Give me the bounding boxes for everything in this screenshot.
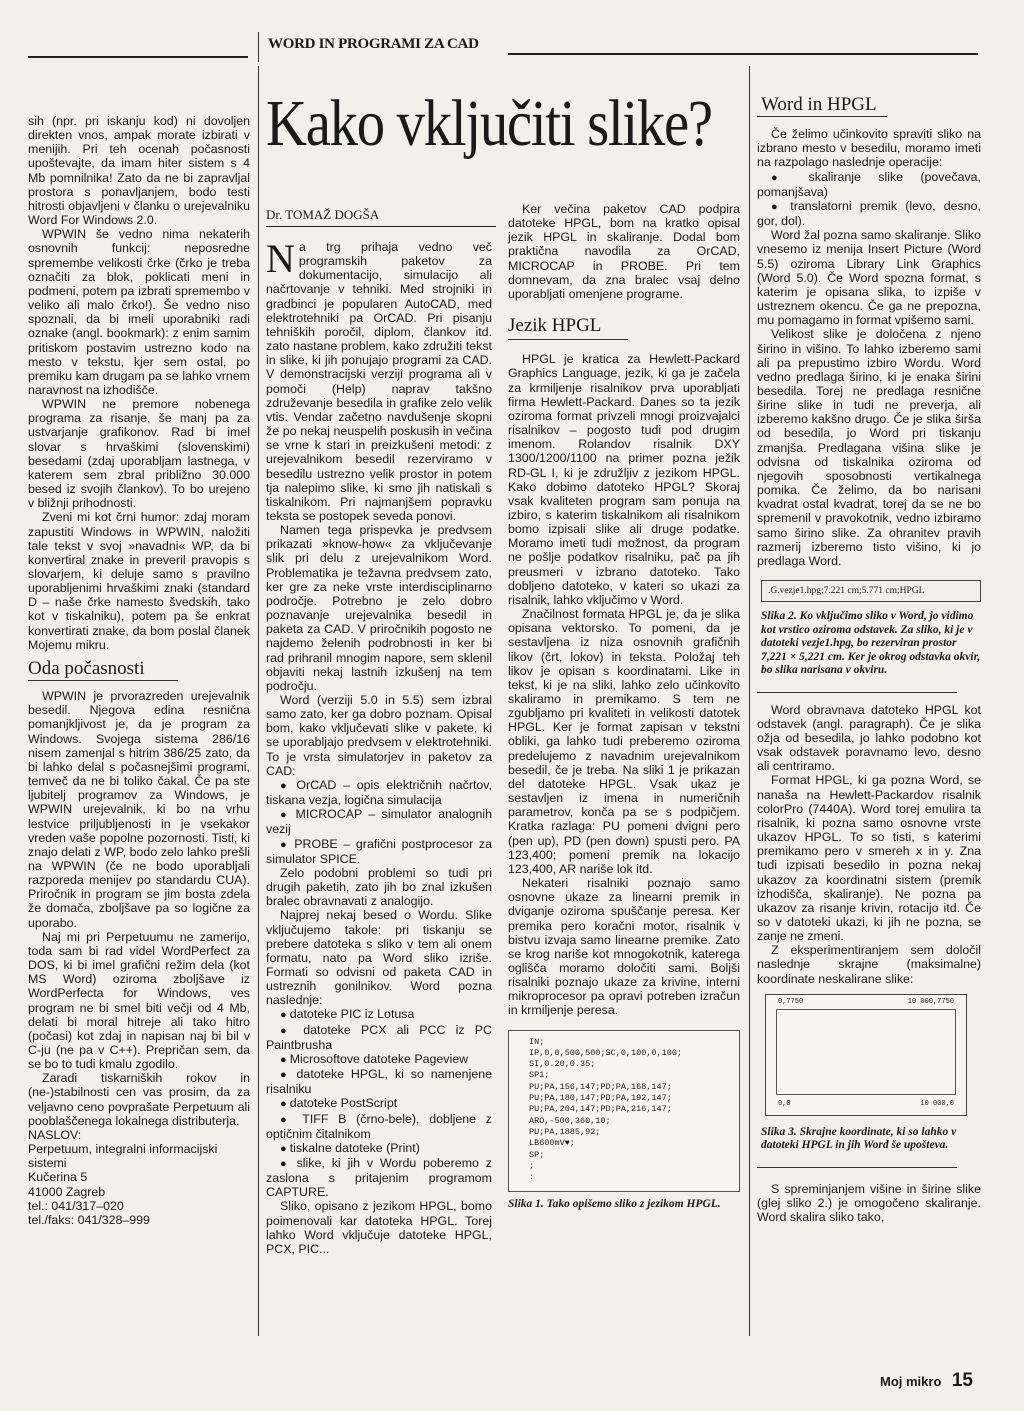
bullet-icon: ●: [280, 1009, 290, 1022]
figure-1-caption: Slika 1. Tako opišemo sliko z jezikom HPGL.: [508, 1197, 721, 1210]
header-divider: [258, 32, 259, 62]
column-divider-3: [749, 66, 750, 1336]
coord-bottom-left: 0,0: [778, 1100, 791, 1109]
bullet-icon: ●: [280, 1113, 303, 1126]
bullet-icon: ●: [280, 1053, 290, 1066]
article-title: Kako vključiti slike?: [266, 87, 712, 160]
address-line: tel./faks: 041/328–999: [28, 1212, 150, 1227]
bullet-icon: ●: [280, 1069, 297, 1082]
column-divider-1: [258, 66, 259, 1336]
paragraph: Nekateri risalniki poznajo samo osnovne ukaze za linearni premik in dviganje oziroma spuščanje peresa. Ker premika pero koračni motor, risalnik v bistvu izvaja samo linearne premike. Zato se krog nariše kot mnogokotnik, katerega oglišča moramo določiti sami. Boljši risalniki poznajo ukaze za krivine, interni mikroprocesor pa opravi potreben izračun in krmiljenje peresa.: [508, 876, 740, 1018]
bullet-icon: ●: [280, 1098, 290, 1111]
subheading-rule: [757, 116, 887, 117]
coord-top-right: 10 000,7750: [907, 997, 954, 1006]
paragraph: Namen tega prispevka je predvsem prikazati »know-how« za vključevanje slik pri delu z urejevalnikom Word. Problematika je težavna predvsem zato, ker gre za neke vrste interdisciplinarno področje. Potrebno je zelo dobro poznavanje urejevalnika besedil in paketa za CAD. V priročnikih pogosto ne najdemo želenih podrobnosti in ker bi rad prihranil mnogim napore, sem sklenil objaviti nekaj lastnih izkušenj na tem področju.: [266, 523, 492, 693]
address-line: 41000 Zagreb: [28, 1184, 106, 1199]
subheading: Jezik HPGL: [508, 315, 602, 337]
bullet-item: ● slike, ki jih v Wordu poberemo z zaslona s pritajenim programom CAPTURE.: [266, 1156, 493, 1200]
page-footer: [880, 1370, 973, 1392]
bullet-item: ● datoteke PostScript: [280, 1096, 398, 1111]
bullet-item: ● OrCAD – opis električnih načrtov, tiskana vezja, logična simulacija: [266, 777, 492, 808]
paragraph: Najprej nekaj besed o Wordu. Slike vključujemo takole: pri tiskanju se prebere datoteka s sliko v tem ali onem formatu, nato pa Word sliko izriše. Formati so odvisni od paketa CAD in ustreznih gonilnikov. Word pozna naslednje:: [266, 908, 492, 1008]
paragraph: Word (verziji 5.0 in 5.5) sem izbral samo zato, ker ga dobro poznam. Opisal bom, kako vključevati slike v pakete, ki se uporabljajo predvsem v elektrotehniki. To je vrsta simulatorjev in paketov za CAD:: [266, 693, 492, 778]
author-rule: [266, 226, 496, 227]
address-line: NASLOV:: [28, 1127, 82, 1142]
bullet-icon: ●: [280, 1142, 290, 1155]
bullet-item: ● datoteke PCX ali PCC iz PC Paintbrusha: [266, 1022, 492, 1052]
coord-top-left: 0,7750: [778, 997, 804, 1006]
figure-2-caption: Slika 2. Ko vključimo sliko v Word, jo vidimo kot vrstico oziroma odstavek. Za sliko, ki je v datoteki vezje1.hpg, bo rezerviran prostor 7,221 × 5,221 cm. Ker je okrog odstavka okvir, bo slika narisana v okviru.: [761, 610, 981, 677]
paragraph: S spreminjanjem višine in širine slike (glej sliko 2.) je omogočeno skaliranje. Word skalira sliko tako,: [757, 1181, 981, 1225]
column-4: [757, 94, 982, 1225]
bullet-icon: ●: [771, 200, 791, 213]
bullet-item: ● datoteke PIC iz Lotusa: [280, 1007, 415, 1022]
address-block: [28, 1128, 250, 1227]
page-number: 15: [951, 1370, 973, 1391]
bullet-icon: ●: [280, 809, 296, 822]
figure-1-code: IN; IP,0,0,500,500;SC,0,100,0,100; SI,0.20,0.35; SP1; PU;PA,156,147;PD;PA,168,147; PU;PA,180,147;PD;PA,192,147; PU;PA,204,147;PD;PA,216,147; ARO,-500,360,10; PU;PA,1885,92; LB600mV♥; SP; ; :: [508, 1030, 740, 1192]
figure-3-inner-rect: [776, 1009, 956, 1095]
section-header: WORD IN PROGRAMI ZA CAD: [268, 36, 479, 52]
column-1: [28, 114, 250, 1227]
paragraph: Če želimo učinkovito spraviti sliko na izbrano mesto v besedilu, moramo imeti na razpolago naslednje operacije:: [757, 127, 981, 170]
paragraph: Zveni mi kot črni humor: zdaj moram zapustiti Windows in WPWIN, naložiti tale tekst v svoj »navadni« WP, da bi konvertiral znake in preveril pravopis s slovarjem, ki deluje samo s pravilno uporabljenimi hrvaškimi znaki (standard D – naše črke namesto švedskih, tako kot v tiskalniku), potem pa še enkrat konvertirati znake, da bom poslal članek Mojemu mikru.: [28, 510, 250, 652]
paragraph: Z eksperimentiranjem sem določil naslednje skrajne (maksimalne) koordinate neskalirane slike:: [757, 943, 981, 986]
figure-rule: [757, 692, 957, 693]
header-rule-left: [28, 56, 248, 58]
author: Dr. TOMAŽ DOGŠA: [266, 207, 380, 222]
column-2: [266, 236, 493, 1256]
address-line: Kučerina 5: [28, 1170, 88, 1185]
figure-3-box: [765, 994, 967, 1116]
bullet-item: ● MICROCAP – simulator analognih vezij: [266, 807, 493, 837]
coord-bottom-right: 10 000,0: [920, 1100, 954, 1109]
bullet-icon: ●: [280, 1024, 304, 1037]
bullet-item: ● PROBE – grafični postprocesor za simulator SPICE.: [266, 836, 492, 866]
paragraph: Format HPGL, ki ga pozna Word, se nanaša na Hewlett-Packardov risalnik colorPro (7440A). Word torej emulira ta risalnik, ki pozna samo osnovne vrste ukazov HPGL. To so tisti, s katerimi premikamo pero v smereh x in y. Zna tudi izpisati besedilo in pozna nekaj ukazov za koordinatni sistem (premik izhodišča, skaliranje). Ne pozna pa ukazov za risanje krivin, rotacijo itd. Če so v datoteki ukazi, ki jih ne pozna, se zanje ne zmeni.: [757, 773, 981, 944]
paragraph: Značilnost formata HPGL je, da je slika opisana vektorsko. To pomeni, da je sestavljena iz niza osnovnih grafičnih likov (črt, lokov) in teksta. Položaj teh likov je opisan s koordinatami. Like in tekst, ki je na sliki, lahko zelo učinkovito skaliramo in premikamo. S tem ne zgubljamo pri kvaliteti in velikosti datotek HPGL. Ker je format zapisan v tekstni obliki, ga lahko tudi preberemo oziroma predelujemo z navadnim urejevalnikom besedil, če je treba. Na sliki 1 je prikazan del datoteke HPGL. Vsak ukaz je sestavljen iz imena in numeričnih parametrov, konča pa se s podpičjem. Kratka razlaga: PU pomeni dvigni pero (pen up), PD (pen down) spusti pero. PA 123,400; pomeni premik na lokacijo 123,400, AR nariše lok itd.: [508, 607, 740, 876]
bullet-item: ● TIFF B (črno-bele), dobljene z optičnim čitalnikom: [266, 1111, 492, 1141]
paragraph: sih (npr. pri iskanju kod) ni dovoljen direkten vnos, ampak morate izbirati v menijih. Pri teh ocenah počasnosti upoštevajte, da imam hiter sistem s 4 Mb pomnilnika! Zato da ne bi zapravljal prostora s ponavljanjem, bodo testi hitrosti objavljeni v članku o urejevalniku Word For Windows 2.0.: [28, 114, 250, 228]
drop-cap: N: [266, 236, 295, 281]
subheading-rule: [28, 680, 178, 681]
lead-paragraph: Na trg prihaja vedno več programskih paketov za dokumentacijo, simulacijo ali načrtovanje v tehniki. Med strojniki in gradbinci je popularen AutoCAD, med elektrotehniki pa OrCAD. Pri pisanju tehniških poročil, diplom, člankov itd. zato nastane problem, kako združiti tekst in slike, ki jih ponujajo programi za CAD. V demonstracijski verziji programa ali v pomoči (Help) naprav takšno združevanje besedila in grafike zelo velik vtis. Vendar začetno navdušenje skopni že po nekaj neuspelih poskusih in večina se vrne k stari in preizkušeni metodi: z urejevalnikom besedil rezerviramo v besedilu ustrezno velik prostor in potem tja nalepimo slike, ki smo jih natiskali s tiskalnikom. Pri najmanjšem popravku teksta se postopek seveda ponovi.: [266, 236, 492, 523]
bullet-icon: ●: [771, 171, 809, 184]
header-rule-right: [508, 53, 978, 55]
bullet-item: ● translatorni premik (levo, desno, gor, dol).: [757, 198, 981, 229]
bullet-icon: ●: [280, 838, 295, 851]
paragraph: Velikost slike je določena z njeno širino in višino. To lahko izberemo sami ali pa prepustimo izbiro Wordu. Word vedno predlaga širino, ki je enaka širini besedila. Torej ne predlaga resnične širine slike in tudi ne preverja, ali izberemo kakšno drugo. Če je slika širša od besedila, jo Word pri tiskanju zmanjša. Predlagana višina slike je odvisna od tiskalnika oziroma od njegovih sposobnosti vertikalnega pomika. Če želimo, da bo narisani kvadrat ostal kvadrat, torej da se ne bo spremenil v pravokotnik, vedno izbiramo samo širino slike. Za ohranitev pravih razmerij izberemo tisto višino, ki jo predlaga Word.: [757, 327, 981, 568]
paragraph: Word žal pozna samo skaliranje. Sliko vnesemo iz menija Insert Picture (Word 5.5) oziroma Library Link Graphics (Word 5.0). Če Word spozna format, s katerim je opisana slika, to izpiše v ustreznem okencu. Če ga ne prepozna, mu pomagamo in format vpišemo sami.: [757, 228, 981, 328]
subheading: Word in HPGL: [761, 94, 877, 115]
paragraph: WPWIN ne premore nobenega programa za risanje, še manj pa za ustvarjanje grafikonov. Rad bi imel slovar s hrvaškimi (slovenskimi) besedami (zdaj uporabljam lastnega, v katerem sem zbral približno 30.000 besed iz svojih člankov). To bo urejeno v bližnji prihodnosti.: [28, 397, 250, 511]
paragraph: Zelo podobni problemi so tudi pri drugih paketih, zato jih bo znal izkušen bralec obravnavati z analogijo.: [266, 865, 492, 909]
bullet-item: ● skaliranje slike (povečava, pomanjšava): [757, 169, 982, 199]
figure-2-box: .G.vezje1.hpg;7.221 cm;5.771 cm;HPGL: [761, 580, 981, 602]
column-3: [508, 202, 740, 1211]
bullet-item: ● Microsoftove datoteke Pageview: [280, 1051, 469, 1066]
figure-rule: [757, 1167, 957, 1168]
subheading: Oda počasnosti: [28, 657, 145, 679]
address-line: tel.: 041/317–020: [28, 1198, 124, 1213]
paragraph: Sliko, opisano z jezikom HPGL, bomo poimenovali kar datoteka HPGL. Torej lahko Word vključuje datoteke HPGL, PCX, PIC...: [266, 1199, 492, 1256]
paragraph: WPWIN še vedno nima nekaterih osnovnih funkcij: neposredne spremembe velikosti črke (črko je treba označiti za blok, poklicati meni in podmeni, potem pa izbrati spremembo v veliko ali malo črko!). Še vedno niso spoznali, da bi imeli uporabniki radi oznake (angl. bookmark): z enim samim pritiskom postavim ustrezno kodo na mesto v tekstu, kjer sem ostal, po premiku kam drugam pa se lahko vrnem naravnost na izhodišče.: [28, 227, 250, 397]
magazine-name: Moj mikro: [880, 1374, 942, 1389]
bullet-item: ● tiskalne datoteke (Print): [280, 1140, 420, 1155]
address-line: Perpetuum, integralni informacijski sistemi: [28, 1142, 218, 1171]
bullet-icon: ●: [280, 1158, 297, 1170]
paragraph: Ker večina paketov CAD podpira datoteke HPGL, bom na kratko opisal jezik HPGL in skaliranje. Dodal bom praktična navodila za OrCAD, MICROCAP in PROBE. Pri tem domnevam, da zna bralec vsaj delno uporabljati omenjene programe.: [508, 202, 740, 301]
subheading-rule: [508, 339, 628, 340]
figure-3-caption: Slika 3. Skrajne koordinate, ki so lahko v datoteki HPGL in jih Word še upošteva.: [761, 1125, 957, 1152]
paragraph: HPGL je kratica za Hewlett-Packard Graphics Language, jezik, ki ga je začela za krmiljenje risalnikov prva uporabljati firma Hewlett-Packard. Danes so ta jezik oziroma format privzeli mnogi proizvajalci risalnikov – pogosto tudi pod drugim imenom. Rolandov risalnik DXY 1300/1200/1100 na primer pozna ježik RD-GL I, ki je združljiv z jezikom HPGL. Kako dobimo datoteko HPGL? Skoraj vsak kvaliteten program sam ponuja na izbiro, s katerim tiskalnikom ali risalnikom bomo izpisali slike ali druge podatke. Moramo imeti tudi možnost, da program ne pošlje podatkov risalniku, pač pa jih preusmeri v izbrano datoteko. Tako dobljeno datoteko, v kateri so ukazi za risalnik, lahko vključimo v Word.: [508, 352, 740, 607]
paragraph: Word obravnava datoteko HPGL kot odstavek (angl. paragraph). Če je slika ožja od besedila, jo lahko podobno kot vsak odstavek poravnamo levo, desno ali centriramo.: [757, 702, 981, 774]
paragraph: WPWIN je prvorazreden urejevalnik besedil. Njegova edina resnična pomanjkljivost je, da je program za Windows. Svojega sistema 286/16 nisem zamenjal s hitrim 386/25 zato, da bi lahko delal s počasnejšimi programi, temveč da ne bi toliko čakal. Če pa ste ljubitelj programov za Windows, je WPWIN urejevalnik, ki bo na vrhu lestvice priljubljenosti in je vsekakor vreden vaše popolne pozornosti. Tisti, ki znajo delati z WP, bodo zelo lahko prešli na WPWIN (če ne bodo uporabljali razporeda menijev po standardu CUA). Priročnik in program se jim bosta zdela že domača, zbolјšave pa so logične za uporabo.: [28, 689, 250, 930]
bullet-item: ● datoteke HPGL, ki so namenjene risalniku: [266, 1067, 493, 1097]
bullet-icon: ●: [280, 779, 297, 792]
paragraph: Zaradi tiskarniških rokov in (ne-)stabilnosti cen vas prosim, da za veljavno ceno povprašate Perpetuum ali pooblaščenega lokalnega distributerja.: [28, 1071, 250, 1128]
paragraph: Naj mi pri Perpetuumu ne zamerijo, toda sam bi rad videl WordPerfect za DOS, ki bi imel grafični režim dela (kot MS Word) oziroma zboljšave iz WordPerfecta for Windows, ves program ne bi smel biti večji od 4 Mb, delati bi moral hitreje ali tako hitro (počasi) kot zdaj in napisan naj bi bil v C-ju (ne pa v C++). Prepričan sem, da se bo to tudi kmalu zgodilo.: [28, 929, 250, 1072]
